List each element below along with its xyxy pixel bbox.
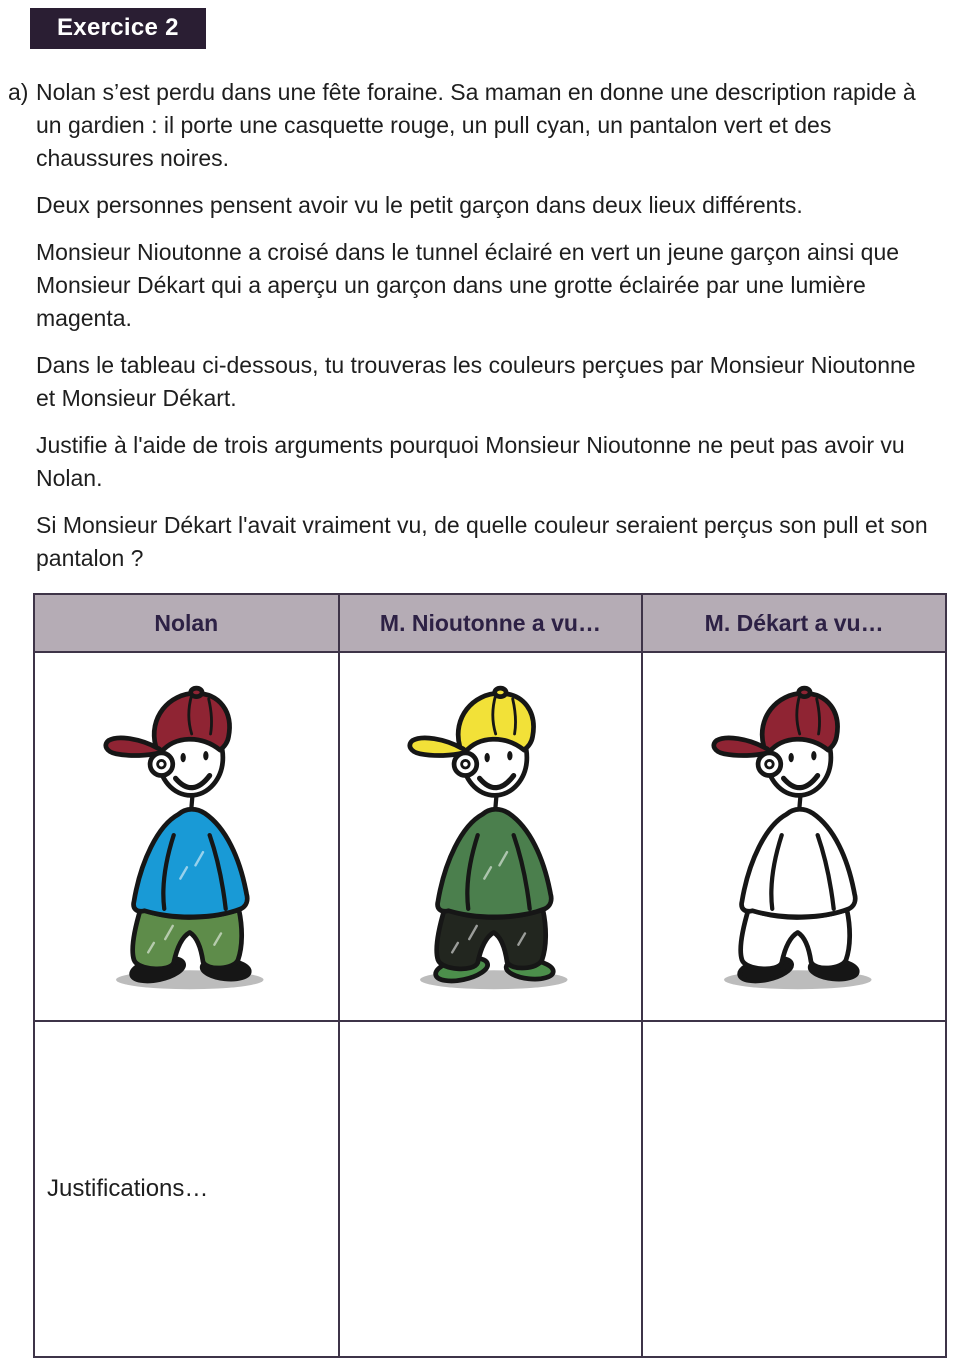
paragraph: Dans le tableau ci-dessous, tu trouveras les couleurs perçues par Monsieur Nioutonne et Monsieur Dékart. [36,352,916,411]
answers-row [34,1021,946,1357]
col-header-nolan: Nolan [34,594,339,652]
figure-cell-nioutonne [339,652,643,1021]
ear-ring [150,752,173,775]
left-eye [789,752,794,761]
sweater [438,809,552,917]
cap-button [799,688,810,697]
figures-row [34,652,946,1021]
right-eye [508,750,513,759]
right-eye [811,750,816,759]
paragraph: Deux personnes pensent avoir vu le petit garçon dans deux lieux différents. [36,192,803,218]
justifications-cell [34,1021,339,1357]
sweater [742,809,856,917]
boy-figure-nolan [82,676,290,998]
col-header-nioutonne: M. Nioutonne a vu… [339,594,643,652]
left-eye [485,752,490,761]
paragraph-a [8,76,938,175]
exercise-badge: Exercice 2 [30,8,206,49]
paragraph: Si Monsieur Dékart l'avait vraiment vu, de quelle couleur seraient perçus son pull et son pantalon ? [36,512,928,571]
right-eye [204,750,209,759]
table-header-row [34,594,946,652]
cap-button [191,688,202,697]
paragraph-text: Nolan s’est perdu dans une fête foraine. Sa maman en donne une description rapide à un gardien : il porte une casquette rouge, un pull cyan, un pantalon vert et des chaussures noires. [36,79,916,171]
exercise-text [8,76,938,589]
ear-ring [455,752,478,775]
perception-table [33,593,947,1358]
ear-ring [758,752,781,775]
paragraph: Monsieur Nioutonne a croisé dans le tunnel éclairé en vert un jeune garçon ainsi que Monsieur Dékart qui a aperçu un garçon dans une grotte éclairée par une lumière magenta. [36,239,900,331]
answer-cell-nioutonne [339,1021,643,1357]
left-eye [181,752,186,761]
paragraph: Justifie à l'aide de trois arguments pourquoi Monsieur Nioutonne ne peut pas avoir vu Nolan. [36,432,905,491]
item-marker: a) [8,79,29,105]
boy-figure-dekart [690,676,898,998]
cap-button [495,688,506,697]
figure-cell-dekart [642,652,946,1021]
boy-figure-nioutonne [386,676,594,998]
sweater [134,809,248,917]
answer-cell-dekart [642,1021,946,1357]
justifications-label: Justifications… [47,1175,209,1202]
figure-cell-nolan [34,652,339,1021]
col-header-dekart: M. Dékart a vu… [642,594,946,652]
